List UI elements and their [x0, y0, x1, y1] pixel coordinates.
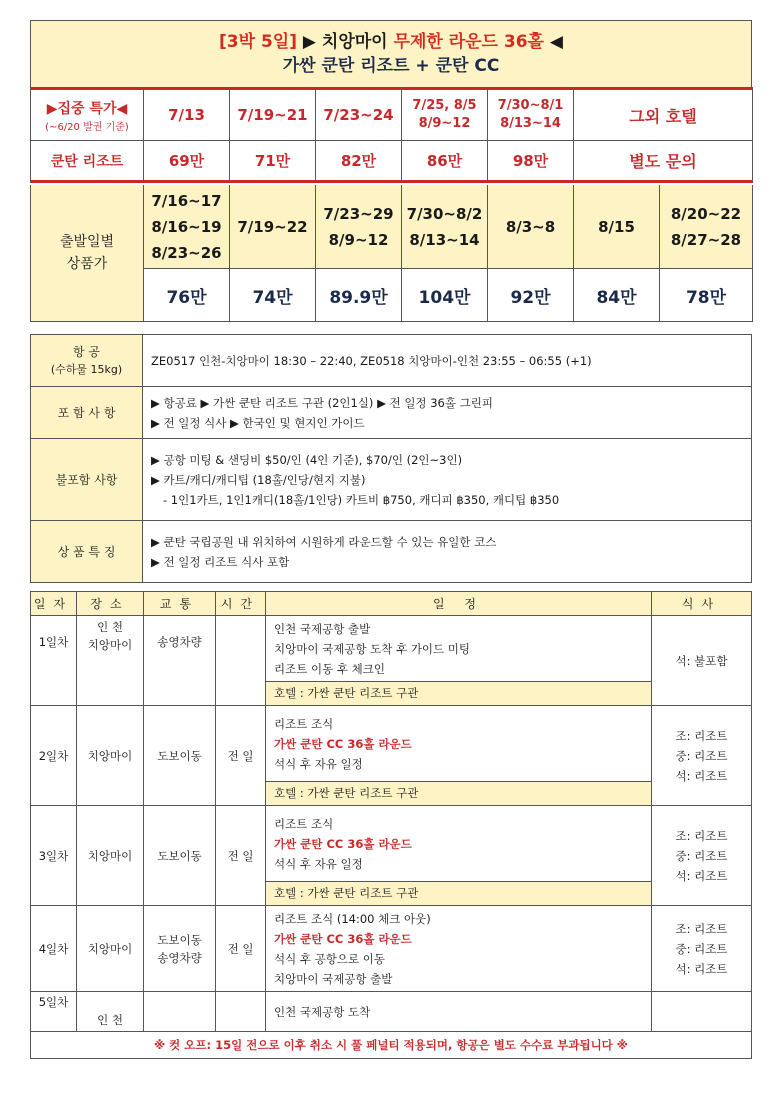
departure-label: 상품가 — [66, 256, 108, 272]
plan-line: 치앙마이 국제공항 도착 후 가이드 미팅 — [274, 641, 471, 656]
exclude-label: 불포함 사항 — [31, 439, 143, 520]
departure-price: 76만 — [144, 269, 230, 322]
header-place: 장소 — [77, 592, 144, 615]
resort-price: 71만 — [230, 141, 316, 183]
special-date-line: 8/13~14 — [500, 116, 561, 131]
departure-price: 78만 — [660, 269, 753, 322]
departure-date — [230, 185, 316, 269]
flight-label: 항 공 — [73, 344, 100, 359]
plan-lines — [266, 616, 651, 681]
transport-cell — [144, 906, 216, 991]
departure-label-cell — [31, 185, 144, 322]
departure-price-grid — [30, 185, 752, 322]
title-highlight: 무제한 라운드 36홀 — [393, 32, 544, 52]
plan-line: 석식 후 자유 일정 — [274, 756, 363, 771]
time-cell — [216, 992, 266, 1031]
meal-line: 중: 리조트 — [675, 941, 728, 956]
transport-cell: 도보이동 — [144, 706, 216, 805]
transport-cell — [144, 992, 216, 1031]
transport-line: 도보이동 — [157, 932, 202, 947]
departure-date — [316, 185, 402, 269]
exclude-line: - 1인1카트, 1인1캐디(18홀/1인당) 카트비 ฿750, 캐디피 ฿350, 캐디팁 ฿350 — [163, 492, 560, 507]
departure-date — [660, 185, 753, 269]
departure-date — [488, 185, 574, 269]
feature-line: ▶ 쿤탄 국립공원 내 위치하여 시원하게 라운드할 수 있는 유일한 코스 — [151, 534, 497, 549]
departure-date-line: 7/23~29 — [323, 204, 394, 223]
special-label: ▶집중 특가◀ — [46, 100, 128, 117]
header-day: 일자 — [31, 592, 77, 615]
special-date-line: 8/9~12 — [418, 116, 471, 131]
hotel-line: 호텔 : 가싼 쿤탄 리조트 구관 — [266, 781, 651, 805]
meal-cell — [652, 906, 751, 991]
include-row — [31, 387, 751, 439]
feature-value-cell — [143, 521, 751, 582]
special-sublabel: (~6/20 발권 기준) — [45, 121, 129, 133]
special-label-cell — [31, 87, 144, 141]
transport-cell: 송영차량 — [144, 616, 216, 705]
exclude-line: ▶ 카트/캐디/캐디팁 (18홀/인당/현지 지불) — [151, 472, 366, 487]
special-date — [488, 87, 574, 141]
schedule-row-day3 — [31, 806, 751, 906]
schedule-row-day1 — [31, 616, 751, 706]
meal-cell — [652, 616, 751, 705]
meal-cell — [652, 992, 751, 1031]
schedule-header — [31, 592, 751, 616]
special-date-line: 7/25, 8/5 — [412, 98, 477, 113]
plan-line: 리조트 조식 (14:00 체크 아웃) — [274, 911, 431, 926]
departure-price: 84만 — [574, 269, 660, 322]
plan-cell — [266, 906, 652, 991]
departure-price: 104만 — [402, 269, 488, 322]
plan-cell — [266, 616, 652, 705]
include-value-cell — [143, 387, 751, 438]
include-line: ▶ 항공료 ▶ 가싼 쿤탄 리조트 구관 (2인1실) ▶ 전 일정 36홀 그린피 — [151, 395, 493, 410]
plan-lines — [266, 806, 651, 881]
header-time: 시간 — [216, 592, 266, 615]
special-date: 7/13 — [144, 87, 230, 141]
departure-price: 74만 — [230, 269, 316, 322]
plan-line: 석식 후 자유 일정 — [274, 856, 363, 871]
meal-cell — [652, 806, 751, 905]
schedule-table — [30, 591, 752, 1059]
departure-date-line: 7/19~22 — [237, 217, 308, 236]
departure-date-line: 8/9~12 — [328, 230, 389, 249]
departure-date-line: 8/16~19 — [151, 217, 222, 236]
place-line: 인 천 — [97, 620, 123, 634]
meal-line: 석: 불포함 — [675, 653, 728, 668]
arrow-left-icon: ◀ — [549, 32, 563, 52]
plan-line-highlight: 가싼 쿤탄 CC 36홀 라운드 — [274, 931, 412, 946]
resort-label: 쿤탄 리조트 — [31, 141, 144, 183]
day-label: 4일차 — [31, 906, 77, 991]
place-cell: 치앙마이 — [77, 806, 144, 905]
meal-line: 석: 리조트 — [675, 768, 728, 783]
flight-value: ZE0517 인천-치앙마이 18:30 – 22:40, ZE0518 치앙마이-인천 23:55 – 06:55 (+1) — [151, 353, 592, 368]
include-line: ▶ 전 일정 식사 ▶ 한국인 및 현지인 가이드 — [151, 415, 365, 430]
resort-price: 98만 — [488, 141, 574, 183]
plan-line: 인천 국제공항 도착 — [266, 992, 652, 1031]
special-price-grid — [30, 87, 752, 183]
departure-date-line: 8/23~26 — [151, 243, 222, 262]
place-cell: 치앙마이 — [77, 706, 144, 805]
plan-lines — [266, 906, 651, 991]
schedule-row-day2 — [31, 706, 751, 806]
day-label: 1일차 — [31, 616, 77, 705]
special-date — [402, 87, 488, 141]
departure-date-line: 8/13~14 — [409, 230, 480, 249]
time-cell: 전 일 — [216, 706, 266, 805]
hotel-line: 호텔 : 가싼 쿤탄 리조트 구관 — [266, 681, 651, 705]
special-date: 7/23~24 — [316, 87, 402, 141]
departure-date — [574, 185, 660, 269]
flight-row — [31, 335, 751, 387]
cancellation-notice: ※ 컷 오프: 15일 전으로 이후 취소 시 풀 페널티 적용되며, 항공은 별도 수수료 부과됩니다 ※ — [154, 1038, 628, 1052]
time-cell: 전 일 — [216, 906, 266, 991]
plan-lines — [266, 706, 651, 781]
header-transport: 교통 — [144, 592, 216, 615]
place-cell: 인 천 — [77, 992, 144, 1031]
meal-line: 중: 리조트 — [675, 748, 728, 763]
exclude-row — [31, 439, 751, 521]
title-duration: [3박 5일] — [219, 32, 297, 52]
info-table — [30, 334, 752, 583]
feature-row — [31, 521, 751, 582]
meal-cell — [652, 706, 751, 805]
departure-date — [402, 185, 488, 269]
plan-line-highlight: 가싼 쿤탄 CC 36홀 라운드 — [274, 736, 412, 751]
hotel-line: 호텔 : 가싼 쿤탄 리조트 구관 — [266, 881, 651, 905]
meal-line: 조: 리조트 — [675, 828, 728, 843]
time-cell — [216, 616, 266, 705]
meal-line: 석: 리조트 — [675, 961, 728, 976]
time-cell: 전 일 — [216, 806, 266, 905]
day-label: 2일차 — [31, 706, 77, 805]
title-line-1 — [219, 30, 563, 54]
plan-line: 인천 국제공항 출발 — [274, 621, 371, 636]
flight-value-cell — [143, 335, 751, 386]
departure-price: 92만 — [488, 269, 574, 322]
title-destination: 치앙마이 — [321, 32, 388, 52]
plan-line: 치앙마이 국제공항 출발 — [274, 971, 393, 986]
itinerary-page — [30, 20, 752, 1059]
other-price: 별도 문의 — [574, 141, 753, 183]
departure-date-line: 8/15 — [598, 217, 635, 236]
feature-line: ▶ 전 일정 리조트 식사 포함 — [151, 554, 290, 569]
resort-price: 69만 — [144, 141, 230, 183]
departure-date — [144, 185, 230, 269]
transport-line: 송영차량 — [157, 950, 202, 965]
other-hotels-label: 그외 호텔 — [574, 87, 753, 141]
plan-cell — [266, 706, 652, 805]
departure-date-line: 8/27~28 — [670, 230, 742, 249]
plan-line: 리조트 조식 — [274, 816, 334, 831]
resort-price: 86만 — [402, 141, 488, 183]
exclude-value-cell — [143, 439, 751, 520]
plan-line: 석식 후 공항으로 이동 — [274, 951, 385, 966]
departure-date-line: 8/3~8 — [505, 217, 556, 236]
place-line: 치앙마이 — [87, 638, 133, 652]
header-meals: 식사 — [681, 597, 722, 611]
plan-line: 리조트 조식 — [274, 716, 334, 731]
arrow-right-icon: ▶ — [302, 32, 316, 52]
schedule-row-day4 — [31, 906, 751, 992]
header-plan: 일 정 — [266, 592, 652, 615]
day-label: 3일차 — [31, 806, 77, 905]
meal-line: 조: 리조트 — [675, 921, 728, 936]
exclude-line: ▶ 공항 미팅 & 샌딩비 $50/인 (4인 기준), $70/인 (2인~3인) — [151, 452, 463, 467]
place-cell: 치앙마이 — [77, 906, 144, 991]
special-date: 7/19~21 — [230, 87, 316, 141]
schedule-row-day5 — [31, 992, 751, 1032]
day-label: 5일차 — [31, 992, 77, 1031]
meal-line: 석: 리조트 — [675, 868, 728, 883]
departure-price: 89.9만 — [316, 269, 402, 322]
flight-label-cell — [31, 335, 143, 386]
departure-date-line: 7/16~17 — [151, 191, 222, 210]
plan-cell — [266, 806, 652, 905]
meal-line: 조: 리조트 — [675, 728, 728, 743]
meal-line: 중: 리조트 — [675, 848, 728, 863]
resort-price: 82만 — [316, 141, 402, 183]
place-cell — [77, 616, 144, 705]
title-box — [30, 20, 752, 87]
departure-date-line: 8/20~22 — [670, 204, 742, 223]
plan-line-highlight: 가싼 쿤탄 CC 36홀 라운드 — [274, 836, 412, 851]
transport-cell: 도보이동 — [144, 806, 216, 905]
departure-label: 출발일별 — [59, 234, 115, 250]
feature-label: 상 품 특 징 — [31, 521, 143, 582]
plan-line: 리조트 이동 후 체크인 — [274, 661, 385, 676]
title-line-2: 가싼 쿤탄 리조트 + 쿤탄 CC — [282, 56, 500, 76]
include-label: 포 함 사 항 — [31, 387, 143, 438]
departure-date-line: 7/30~8/2 — [406, 204, 483, 223]
flight-sublabel: (수하물 15kg) — [50, 362, 123, 376]
special-date-line: 7/30~8/1 — [497, 98, 564, 113]
